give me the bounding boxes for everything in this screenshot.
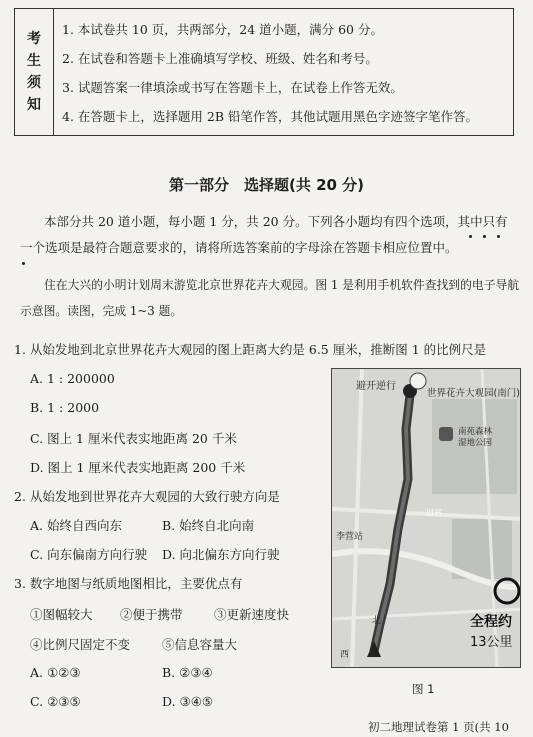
notice-item: 3. 试题答案一律填涂或书写在答题卡上，在试卷上作答无效。 [62,80,403,95]
notice-item: 1. 本试卷共 10 页，共两部分，24 道小题，满分 60 分。 [62,22,383,37]
section-intro: 本部分共 20 道小题，每小题 1 分，共 20 分。下列各小题均有四个选项，其中只有一个选项是最符合题意要求的，请将所选答案前的字母涂在答题卡相应位置中。 [20,214,508,255]
map-label-liying: 李营站 [336,532,364,542]
question-2-stem: 2. 从始发地到世界花卉大观园的大致行驶方向是 [14,489,280,504]
map-label-destination: 世界花卉大观园(南门) [427,388,520,399]
notice-item: 2. 在试卷和答题卡上准确填写学校、班级、姓名和考号。 [62,51,378,66]
question-3-feature: ③更新速度快 [214,607,290,622]
question-1-option-a: A. 1 : 200000 [30,371,115,386]
map-label-avoid-reverse: 避开逆行 [356,381,396,392]
question-2-option-a: A. 始终自西向东 [30,518,122,533]
question-1-option-b: B. 1 : 2000 [30,400,100,415]
question-context: 住在大兴的小明计划周末游览北京世界花卉大观园。图 1 是利用手机软件查找到的电子导航示意图。读图，完成 1~3 题。 [20,278,520,318]
question-3-stem: 3. 数字地图与纸质地图相比，主要优点有 [14,576,243,591]
map-label-jiugong: 旧宫 [426,508,442,517]
map-label-xi: 西 [340,650,350,660]
navigation-map [331,368,521,668]
map-label-bei: 北 [372,616,382,626]
notice-label-char: 考 [27,31,41,47]
question-2-option-b: B. 始终自北向南 [162,518,255,533]
question-3-option-d: D. ③④⑤ [162,694,214,709]
question-3-feature: ⑤信息容量大 [162,637,238,652]
notice-item: 4. 在答题卡上，选择题用 2B 铅笔作答，其他试题用黑色字迹签字笔作答。 [62,109,478,124]
emphasis-dot [497,235,500,238]
map-total-distance: 13公里 [470,635,513,650]
question-1-stem: 1. 从始发地到北京世界花卉大观园的图上距离大约是 6.5 厘米，推断图 1 的比例尺是 [14,342,487,357]
notice-items [54,9,513,135]
question-3-feature: ②便于携带 [120,607,183,622]
emphasis-dot [483,235,486,238]
question-3-feature: ①图幅较大 [30,607,93,622]
question-3-option-a: A. ①②③ [30,665,81,680]
notice-label-char: 生 [27,53,41,69]
question-2-option-c: C. 向东偏南方向行驶 [30,547,148,562]
question-1-option-c: C. 图上 1 厘米代表实地距离 20 千米 [30,431,237,446]
emphasis-dot [469,235,472,238]
notice-label [15,9,54,135]
notice-box [14,8,514,136]
map-total-label: 全程约 [470,614,512,630]
emphasis-dot [22,262,25,265]
map-label-forest-park: 湿地公园 [458,438,493,448]
page-footer: 初二地理试卷第 1 页(共 10 [368,720,509,734]
question-3-feature: ④比例尺固定不变 [30,637,131,652]
map-label-forest-park: 南苑森林 [458,427,493,437]
section-title: 第一部分 选择题(共 20 分) [168,176,365,194]
question-1-option-d: D. 图上 1 厘米代表实地距离 200 千米 [30,460,246,475]
figure-caption: 图 1 [412,682,435,696]
notice-label-char: 须 [27,75,41,91]
question-3-option-b: B. ②③④ [162,665,213,680]
question-3-option-c: C. ②③⑤ [30,694,81,709]
notice-label-char: 知 [27,97,41,113]
question-2-option-d: D. 向北偏东方向行驶 [162,547,280,562]
